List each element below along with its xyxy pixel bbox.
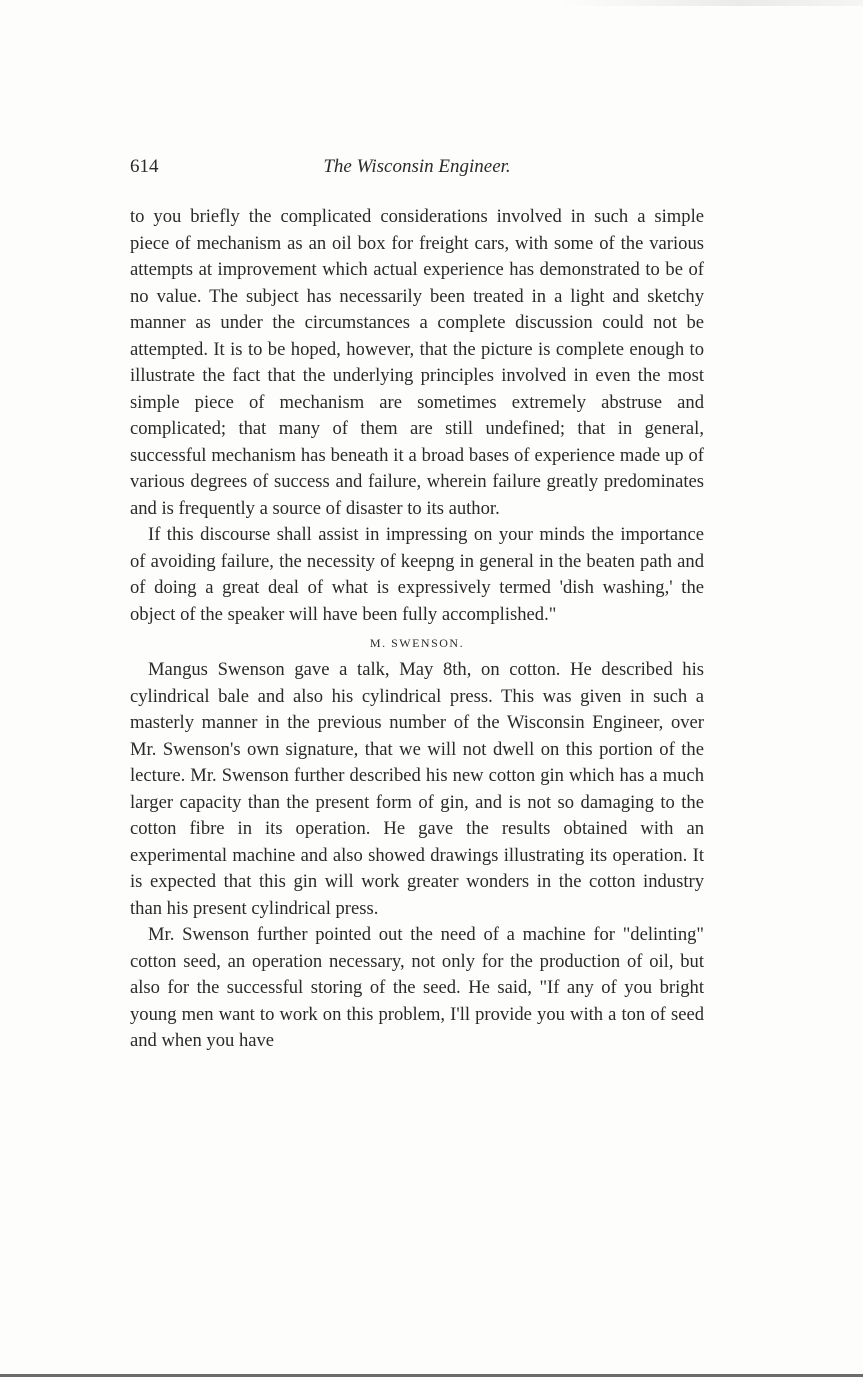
running-header bbox=[130, 156, 704, 184]
page-number: 614 bbox=[130, 156, 159, 177]
page-bottom-edge bbox=[0, 1374, 863, 1377]
paragraph-continued: to you briefly the complicated considerations involved in such a simple piece of mechanism as an oil box for freight cars, with some of the various attempts at improvement which actual experience has demonstrated to be of no value. The subject has necessarily been treated in a light and sketchy manner as under the circumstances a complete discussion could not be attempted. It is to be hoped, however, that the picture is complete enough to illustrate the fact that the underlying principles involved in even the most simple piece of mechanism are sometimes extremely abstruse and complicated; that many of them are still undefined; that in general, successful mechanism has beneath it a broad bases of experience made up of various degrees of success and failure, wherein failure greatly predominates and is frequently a source of disaster to its author. bbox=[130, 206, 704, 519]
article-body bbox=[130, 204, 704, 1055]
paragraph-swenson-talk: Mangus Swenson gave a talk, May 8th, on cotton. He described his cylindrical bale and also his cylindrical press. This was given in such a masterly manner in the previous number of the Wisconsin Engineer, over Mr. Swenson's own signature, that we will not dwell on this portion of the lecture. Mr. Swenson further described his new cotton gin which has a much larger capacity than the present form of gin, and is not so damaging to the cotton fibre in its operation. He gave the results obtained with an experimental machine and also showed drawings illustrating its operation. It is expected that this gin will work greater wonders in the cotton industry than his present cylindrical press. bbox=[130, 659, 704, 919]
paragraph-conclusion: If this discourse shall assist in impressing on your minds the importance of avoiding failure, the necessity of keepng in general in the beaten path and of doing a great deal of what is expressively termed 'dish washing,' the object of the speaker will have been fully accomplished." bbox=[130, 524, 704, 625]
journal-title: The Wisconsin Engineer. bbox=[323, 156, 511, 177]
paragraph-delinting: Mr. Swenson further pointed out the need of a machine for "delinting" cotton seed, an operation necessary, not only for the production of oil, but also for the successful storing of the seed. He said, "If any of you bright young men want to work on this problem, I'll provide you with a ton of seed and when you have bbox=[130, 924, 704, 1051]
section-heading: M. SWENSON. bbox=[369, 636, 465, 650]
scan-artifact bbox=[560, 0, 863, 6]
